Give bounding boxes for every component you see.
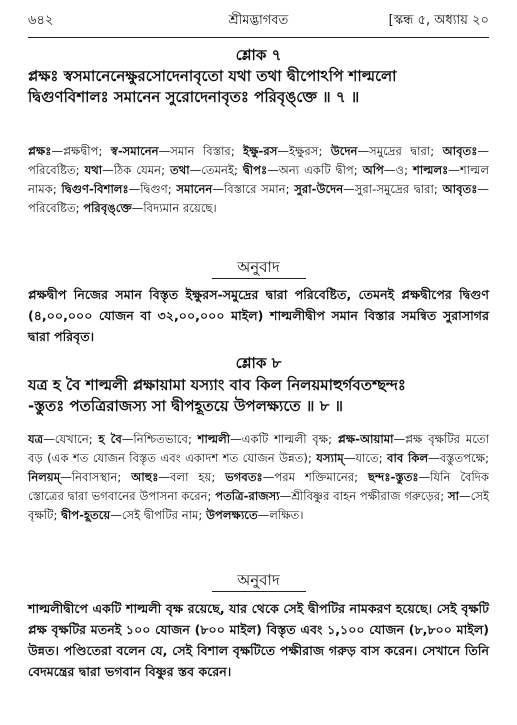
synonym-meaning: শ্রীবিষ্ণুর বাহন পক্ষীরাজ গরুড়ের bbox=[291, 489, 441, 503]
header-rule bbox=[28, 37, 489, 38]
synonym-meaning: সমুদ্রের দ্বারা bbox=[369, 144, 431, 158]
synonym-word: সা bbox=[447, 489, 460, 503]
synonym-word: যথা bbox=[84, 163, 103, 177]
synonym-meaning: শাল্মল নামক bbox=[28, 163, 490, 196]
verse-7-heading: শ্লোক ৭ bbox=[235, 46, 282, 64]
synonym-word: প্লক্ষঃ bbox=[28, 144, 52, 158]
verse-7-translation-heading: অনুবাদ bbox=[237, 258, 280, 276]
synonym-meaning: ইক্ষুরস bbox=[288, 144, 319, 158]
synonym-meaning: যেখানে bbox=[54, 432, 89, 446]
synonym-meaning: প্লক্ষ বৃক্ষটির মতো বড় (এক শত যোজন বিস্তৃত এবং একাদশ শত যোজন উন্নত) bbox=[28, 432, 489, 465]
synonym-word: হ বৈ bbox=[98, 432, 122, 446]
synonym-meaning: ও bbox=[395, 163, 405, 177]
synonym-meaning: বলা হয় bbox=[169, 470, 212, 484]
verse-7-translation: প্লক্ষদ্বীপ নিজের সমান বিস্তৃত ইক্ষুরস-সমুদ্রের দ্বারা পরিবেষ্টিত, তেমনই প্লক্ষদ্বীপের দ্বিগুণ (৪,০০,০০০ যোজন বা ৩২,০০,০০০ মাইল) শাল্মলীদ্বীপ সমান বিস্তার সমন্বিত সুরাসাগর দ্বারা পরিবৃত। bbox=[28, 287, 489, 344]
synonym-meaning: অন্য একটি দ্বীপ bbox=[278, 163, 354, 177]
synonym-meaning: দ্বিগুণ bbox=[140, 182, 168, 196]
book-title: শ্রীমদ্ভাগবত bbox=[228, 13, 289, 28]
synonym-meaning: যিনি বৈদিক স্তোত্রের দ্বারা ভগবানের উপাসনা করেন bbox=[28, 470, 490, 503]
heading-underline bbox=[212, 591, 306, 592]
synonym-word: ছন্দঃ-স্তুতঃ bbox=[368, 470, 419, 484]
synonym-meaning: ঠিক যেমন bbox=[113, 163, 162, 177]
synonym-meaning: বিদ্যমান রয়েছে। bbox=[143, 201, 217, 215]
synonym-word: প্লক্ষ-আয়ামা bbox=[337, 432, 394, 446]
verse-8-synonyms bbox=[28, 430, 489, 525]
verse-7-line-1: প্লক্ষঃ স্বসমানেনেক্ষুরসোদেনাবৃতো যথা তথা দ্বীপোঽপি শাল্মলো bbox=[28, 67, 397, 85]
synonym-word: যস্যাম্‌ bbox=[316, 451, 344, 465]
synonym-word: দ্বীপঃ bbox=[242, 163, 268, 177]
synonym-list: যত্র—যেখানে; হ বৈ—নিশ্চিতভাবে; শাল্মলী—একটি শাল্মলী বৃক্ষ; প্লক্ষ-আয়ামা—প্লক্ষ বৃক্ষটির মতো বড় (এক শত যোজন বিস্তৃত এবং একাদশ শত যোজন উন্নত); যস্যাম্‌—যাতে; বাব কিল—বস্তুতপক্ষে; নিলয়ম্‌—নিবাসস্থান; আহুঃ—বলা হয়; ভগবতঃ—পরম শক্তিমানের; ছন্দঃ-স্তুতঃ—যিনি বৈদিক স্তোত্রের দ্বারা ভগবানের উপাসনা করেন; পতত্রি-রাজস্য—শ্রীবিষ্ণুর বাহন পক্ষীরাজ গরুড়ের; সা—সেই বৃক্ষটি; দ্বীপ-হূতয়ে—সেই দ্বীপটির নাম; উপলক্ষ্যতে—লক্ষিত। bbox=[28, 432, 490, 522]
synonym-word: দ্বিগুণ-বিশালঃ bbox=[61, 182, 129, 196]
verse-7-text bbox=[28, 66, 489, 108]
synonym-meaning: প্লক্ষদ্বীপ bbox=[63, 144, 99, 158]
verse-7-line-2: দ্বিগুণবিশালঃ সমানেন সুরোদেনাবৃতঃ পরিবৃঙ্‌ক্তে ॥ ৭ ॥ bbox=[28, 88, 360, 106]
synonym-word: সুরা-উদেন bbox=[294, 182, 344, 196]
synonym-meaning: পরিবেষ্টিত bbox=[28, 163, 76, 177]
synonym-word: ভগবতঃ bbox=[225, 470, 263, 484]
synonym-word: স্ব-সমানেন bbox=[110, 144, 159, 158]
synonym-word: উপলক্ষ্যতে bbox=[206, 508, 258, 522]
verse-8-translation-heading: অনুবাদ bbox=[237, 571, 280, 589]
verse-8-line-1: যত্র হ বৈ শাল্মলী প্লক্ষায়ামা যস্যাং বাব কিল নিলয়মাহুর্গবতশ্ছন্দঃ bbox=[28, 376, 406, 394]
synonym-meaning: তেমনই bbox=[201, 163, 234, 177]
synonym-word: সমানেন bbox=[176, 182, 213, 196]
synonym-word: আহুঃ bbox=[131, 470, 159, 484]
synonym-list: প্লক্ষঃ—প্লক্ষদ্বীপ; স্ব-সমানেন—সমান বিস্তার; ইক্ষু-রস—ইক্ষুরস; উদেন—সমুদ্রের দ্বারা; আবৃতঃ—পরিবেষ্টিত; যথা—ঠিক যেমন; তথা—তেমনই; দ্বীপঃ—অন্য একটি দ্বীপ; অপি—ও; শাল্মলঃ—শাল্মল নামক; দ্বিগুণ-বিশালঃ—দ্বিগুণ; সমানেন—বিস্তারে সমান; সুরা-উদেন—সুরা-সমুদ্রের দ্বারা; আবৃতঃ—পরিবেষ্টিত; পরিবৃঙ্‌ক্তে—বিদ্যমান রয়েছে। bbox=[28, 144, 490, 215]
synonym-word: তথা bbox=[170, 163, 190, 177]
synonym-word: উদেন bbox=[330, 144, 358, 158]
synonym-word: ইক্ষু-রস bbox=[243, 144, 278, 158]
verse-8-line-2: -স্তুতঃ পতত্রিরাজস্য সা দ্বীপহূতয়ে উপলক্ষ্যতে ॥ ৮ ॥ bbox=[28, 397, 344, 415]
synonym-meaning: সেই দ্বীপটির নাম bbox=[121, 508, 199, 522]
page-number: ৬৪২ bbox=[28, 13, 54, 28]
synonym-word: আবৃতঃ bbox=[442, 144, 478, 158]
synonym-meaning: পরম শক্তিমানের bbox=[274, 470, 355, 484]
synonym-word: দ্বীপ-হূতয়ে bbox=[61, 508, 111, 522]
synonym-word: শাল্মলঃ bbox=[412, 163, 449, 177]
verse-8-text bbox=[28, 375, 489, 417]
synonym-meaning: বস্তুতপক্ষে bbox=[439, 451, 486, 465]
synonym-meaning: সেই বৃক্ষটি bbox=[28, 489, 490, 522]
synonym-meaning: যাতে bbox=[355, 451, 379, 465]
verse-7-synonyms bbox=[28, 142, 489, 218]
synonym-meaning: নিশ্চিতভাবে bbox=[133, 432, 188, 446]
synonym-word: নিলয়ম্‌ bbox=[28, 470, 61, 484]
synonym-meaning: একটি শাল্মলী বৃক্ষ bbox=[241, 432, 329, 446]
synonym-meaning: লক্ষিত। bbox=[269, 508, 304, 522]
verse-8-translation: শাল্মলীদ্বীপে একটি শাল্মলী বৃক্ষ রয়েছে, যার থেকে সেই দ্বীপটির নামকরণ হয়েছে। সেই বৃক্ষটি প্লক্ষ বৃক্ষটির মতনই ১০০ যোজন (৮০০ মাইল) বিস্তৃত এবং ১,১০০ যোজন (৮,৮০০ মাইল) উন্নত। পণ্ডিতেরা বলেন যে, সেই বিশাল বৃক্ষটিতে পক্ষীরাজ গরুড় বাস করেন। সেখানে তিনি বেদমন্ত্রের দ্বারা ভগবান বিষ্ণুর স্তব করেন। bbox=[28, 601, 489, 679]
synonym-meaning: সমান বিস্তার bbox=[170, 144, 231, 158]
page-header bbox=[28, 8, 489, 34]
synonym-meaning: বিস্তারে সমান bbox=[223, 182, 286, 196]
synonym-word: যত্র bbox=[28, 432, 44, 446]
verse-8-heading: শ্লোক ৮ bbox=[235, 354, 282, 372]
synonym-word: আবৃতঃ bbox=[442, 182, 478, 196]
synonym-meaning: পরিবেষ্টিত bbox=[28, 201, 76, 215]
synonym-word: বাব কিল bbox=[387, 451, 429, 465]
synonym-word: শাল্মলী bbox=[197, 432, 231, 446]
chapter-reference: [স্কন্ধ ৫, অধ্যায় ২০ bbox=[388, 13, 489, 28]
synonym-word: পতত্রি-রাজস্য bbox=[215, 489, 280, 503]
synonym-word: পরিবৃঙ্‌ক্তে bbox=[83, 201, 132, 215]
heading-underline bbox=[212, 278, 306, 279]
synonym-meaning: সুরা-সমুদ্রের দ্বারা bbox=[354, 182, 434, 196]
synonym-meaning: নিবাসস্থান bbox=[71, 470, 118, 484]
synonym-word: অপি bbox=[362, 163, 384, 177]
